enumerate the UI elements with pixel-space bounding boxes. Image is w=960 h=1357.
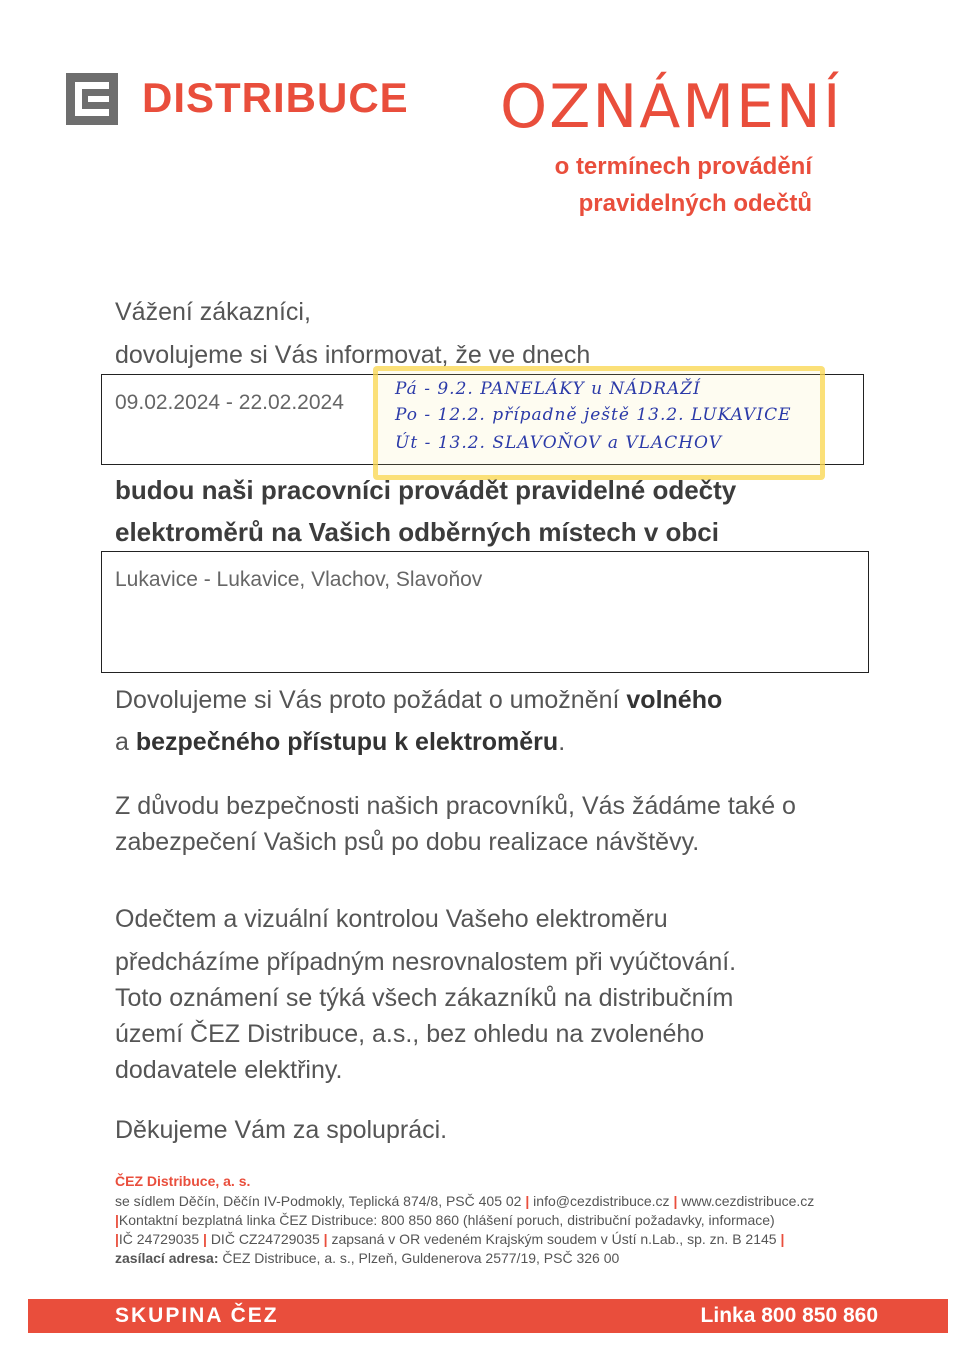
separator: | (780, 1231, 785, 1247)
handwritten-note-line-2: Po - 12.2. případně ještě 13.2. LUKAVICE (395, 405, 792, 425)
info-paragraph (115, 944, 736, 1088)
request-period: . (558, 728, 566, 756)
statement-line-2: elektroměrů na Vašich odběrných místech v obci (115, 517, 719, 547)
separator: | (673, 1193, 678, 1209)
thanks: Děkujeme Vám za spolupráci. (115, 1116, 448, 1144)
footer-registry-line (115, 1231, 784, 1247)
handwritten-note-line-1: Pá - 9.2. PANELÁKY u NÁDRAŽÍ (395, 379, 701, 399)
separator: | (115, 1231, 119, 1247)
request-bold-access: bezpečného přístupu k elektroměru (135, 728, 559, 756)
page-subtitle (472, 148, 812, 222)
request-line-2 (115, 724, 722, 760)
safety-line-1: Z důvodu bezpečnosti našich pracovníků, Vás žádáme také o (115, 792, 796, 820)
cez-logo-icon (66, 73, 118, 125)
dic: DIČ CZ24729035 (210, 1231, 320, 1247)
page-title: OZNÁMENÍ (500, 72, 843, 142)
brand-name: DISTRIBUCE (142, 74, 409, 121)
separator: | (203, 1231, 207, 1247)
mail-address: ČEZ Distribuce, a. s., Plzeň, Guldenerova 2577/19, PSČ 326 00 (222, 1250, 620, 1266)
registry: zapsaná v OR vedeném Krajským soudem v Ústí n.Lab., sp. zn. B 2145 (331, 1231, 777, 1247)
footer-hotline-line (115, 1212, 775, 1228)
company-address: se sídlem Děčín, Děčín IV-Podmokly, Teplická 874/8, PSČ 405 02 (115, 1193, 522, 1209)
subtitle-line-1: o termínech provádění (554, 153, 812, 180)
handwritten-note-line-3: Út - 13.2. SLAVOŇOV a VLACHOV (395, 433, 722, 453)
info-line-2: předcházíme případným nesrovnalostem při vyúčtování. (115, 948, 737, 976)
request-paragraph (115, 682, 722, 760)
info-line-3: Toto oznámení se týká všech zákazníků na distribučním (115, 984, 734, 1012)
group-name: SKUPINA ČEZ (115, 1304, 279, 1327)
separator: | (115, 1212, 119, 1228)
ico: IČ 24729035 (118, 1231, 200, 1247)
separator: | (525, 1193, 530, 1209)
email-link[interactable]: info@cezdistribuce.cz (533, 1193, 670, 1209)
request-a: a (115, 728, 136, 756)
info-line-4: území ČEZ Distribuce, a.s., bez ohledu na zvoleného (115, 1020, 705, 1048)
safety-line-2: zabezpečení Vašich psů po dobu realizace návštěvy. (115, 828, 700, 856)
mail-label: zasílací adresa: (115, 1250, 219, 1266)
company-name: ČEZ Distribuce, a. s. (115, 1173, 251, 1189)
footer-address-line (115, 1193, 814, 1209)
separator: | (323, 1231, 328, 1247)
request-bold-volneho: volného (626, 686, 723, 714)
safety-paragraph (115, 788, 796, 860)
request-text: Dovolujeme si Vás proto požádat o umožnění (115, 686, 627, 714)
web-link[interactable]: www.cezdistribuce.cz (681, 1193, 815, 1209)
info-line-5: dodavatele elektřiny. (115, 1056, 343, 1084)
info-line-1: Odečtem a vizuální kontrolou Vašeho elektroměru (115, 905, 668, 933)
request-line-1 (115, 682, 722, 718)
municipality-text: Lukavice - Lukavice, Vlachov, Slavoňov (115, 568, 483, 591)
hotline-number[interactable]: Linka 800 850 860 (700, 1304, 878, 1327)
hotline-info: Kontaktní bezplatná linka ČEZ Distribuce: 800 850 860 (hlášení poruch, distribuční požadavky, informace) (118, 1212, 775, 1228)
greeting: Vážení zákazníci, (115, 298, 311, 326)
subtitle-line-2: pravidelných odečtů (578, 190, 812, 217)
statement-line-1: budou naši pracovníci provádět pravidelné odečty (115, 475, 737, 505)
intro-text: dovolujeme si Vás informovat, že ve dnech (115, 341, 591, 369)
date-range: 09.02.2024 - 22.02.2024 (115, 391, 344, 414)
footer-mail-line (115, 1250, 619, 1266)
